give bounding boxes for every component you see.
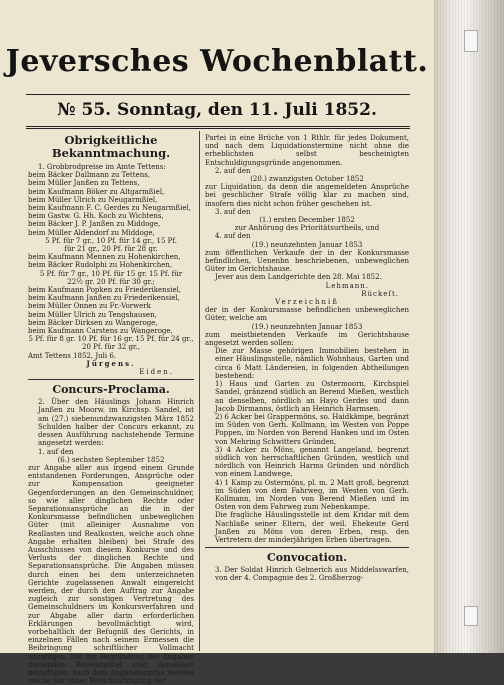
issue-dateline: № 55. Sonntag, den 11. Juli 1852.: [57, 100, 377, 120]
price-list-line: beim Müller Ulrich zu Neugarmßiel,: [28, 195, 158, 204]
dateline-rule-top: [26, 126, 410, 127]
price-list-line: 5 Pf. für 8 gr. 10 Pf. für 16 gr. 15 Pf. für 24 gr.,: [28, 335, 194, 344]
concurs-body: zur Angabe aller aus irgend einem Grunde entstandenen Forderungen, Ansprüche oder zur Kompensation geeigneter Gegenforderungen an den Gemeinschuldner, so wie aller dinglichen Rechte oder Separationsansprüche an die in der Konkursmasse befindlichen unbeweglichen Güter (mit alleiniger Ausnahme von Reallasten und Realkosten, welche auch ohne Angabe erhalten bleiben) bei Strafe des Ausschlusses von diesem Konkurse und des Verlusts der dinglichen Rechte und Separationsansprüche. Die Angaben müssen durch einen bei dem unterzeichneten Gerichte zugelassenen Anwalt eingereicht werden, der durch den Auftrag zur Angabe zugleich zur sonstigen Vertretung des Gemeinschuldners im Konkursverfahren und zur Abgabe aller darin erforderlichen Erklärungen bevollmächtigt wird, vorbehaltlich der Befugniß des Gerichts, in einzelnen Fällen nach seinem Ermessen die Beibringung schriftlicher Vollmacht anzufügen. Die zur Begründung der Angaben dienenden Beweismittel sind denselben beizufügen; nach dem Angabetermine werden solche nur unter Berücksichtigung der: [28, 463, 194, 685]
price-list-line: für 21 gr., 20 Pf. für 28 gr.: [64, 245, 158, 254]
page-edge-texture: [434, 0, 504, 653]
right-para-2: zur Liquidation, da denn die angemeldeten Ansprüche bei geschlicher Strafe völlig klar zu machen sind, insofern dies nicht schon früher geschehen ist.: [205, 183, 409, 208]
dateline-rule-bottom: [26, 128, 410, 129]
right-date-4: (19.) neunzehnten Januar 1853: [251, 240, 363, 249]
verzeichniss-date: (19.) neunzehnten Januar 1853: [251, 322, 363, 331]
price-list-line: beim Bäcker Dirksen zu Wangeroge,: [28, 318, 158, 327]
masthead-rule: [26, 94, 410, 95]
right-para-3: zum öffentlichen Verkaufe der in der Konkursmasse befindlichen, Uenenbn beschriebenen, unbeweglichen Güter im Gerichtshause.: [205, 248, 409, 274]
heading-concurs-proclama: Concurs-Proclama.: [52, 383, 170, 397]
price-list-line: beim Kaufmann Mennen zu Hohenkirchen,: [28, 253, 181, 262]
price-list-line: Jürgens.: [86, 358, 136, 368]
verzeichniss-para: zum meistbietenden Verkaufe im Gerichtshause angesetzt werden sollen:: [205, 330, 409, 348]
heading-convocation: Convocation.: [266, 551, 348, 565]
page-stack-edge: [434, 0, 504, 653]
column-divider: [199, 131, 200, 651]
price-list-line: beim Kaufmann Carstens zu Wangeroge,: [28, 327, 173, 336]
right-item-4: 4. auf den: [215, 232, 251, 241]
price-list-line: beim Kaufmann F. C. Gerdes zu Neugarmßiel,: [28, 204, 191, 213]
price-list-line: beim Kaufmann Janßen zu Friederikensiel,: [28, 294, 180, 303]
price-list-line: beim Bäcker J. P. Janßen zu Middoge,: [28, 220, 161, 229]
right-date-2: (20.) zwanzigsten October 1852: [250, 175, 364, 184]
price-list-line: beim Müller Aldendorf zu Middoge,: [28, 228, 155, 237]
verzeichniss-title: Verzeichniß: [275, 298, 339, 307]
right-date-3: (1.) ersten December 1852: [259, 216, 355, 225]
right-item-3c: zur Anhörung des Prioritätsurtheils, und: [234, 224, 380, 233]
bookmark-tab-top: [464, 30, 478, 52]
concurs-item-1: 1. auf den: [38, 447, 74, 456]
price-list-line: 5 Pf. für 7 gr., 10 Pf. für 14 gr., 15 Pf.: [45, 236, 177, 245]
price-list-line: 5 Pf. für 7 gr., 10 Pf. für 15 gr. 15 Pf. für: [39, 269, 183, 278]
concurs-intro: 2. Über den Häuslings Johann Hinrich Janßen zu Moorw. im Kirchsp. Sandel, ist am (27.) siebenundzwanzigsten März 1852 Schulden halber der Concurs erkannt, zu dessen Ausführung nachstehende Termine angesetzt werden:: [38, 398, 194, 448]
immobilien-item-4: 4) 1 Kamp zu Ostermöns, pl. m. 2 Matt groß, begrenzt im Süden von dem Fahrweg, im Westen von Gerh. Kollmann, im Norden von Berend Mießen und im Osten von dem Fahrweg zum Nebenkampe.: [215, 478, 409, 512]
right-date-line: Jever aus dem Landgerichte den 28. Mai 1852.: [215, 273, 382, 282]
bookmark-tab-bottom: [464, 606, 478, 626]
rueckest: Rückeſt.: [361, 289, 399, 298]
right-column: [205, 134, 409, 583]
right-para-1: Partei in eine Brüche von 1 Rthlr. für jedes Dokument, und nach dem Liquidationstermine nicht ohne die erheblichsten selbst bescheinigten Entschuldigungsgründe angenommen.: [205, 134, 409, 167]
price-list-line: beim Gastw. G. Hh. Koch zu Wichtens,: [28, 212, 164, 221]
price-list-line: beim Bäcker Rudolphi zu Hohenkirchen,: [28, 261, 173, 270]
immobilien-item-3: 3) 4 Acker zu Möns, genannt Langeland, begrenzt südlich von herrschaftlichen Gründen, westlich und nördlich von Heinrich Harms Gründen und nördlich von einem Landwege,: [215, 445, 409, 479]
bread-price-list: [28, 163, 194, 368]
section-rule-right: [205, 547, 409, 548]
masthead: Jeversches Wochenblatt.: [5, 44, 429, 79]
price-list-line: beim Bäcker Dallmann zu Tettens,: [28, 171, 151, 180]
price-list-line: 1. Grobbrodpreise im Amte Tettens:: [38, 163, 166, 171]
heading-official-notice: Obrigkeitliche Bekanntmachung.: [51, 133, 171, 160]
signature-lehmann: Lehmann.: [325, 281, 369, 290]
price-list-line: beim Müller Janßen zu Tettens,: [28, 179, 140, 188]
left-column: [28, 134, 194, 685]
verzeichniss-intro: der in der Konkursmasse befindlichen unbeweglichen Güter, welche am: [205, 306, 409, 323]
price-list-line: 22½ gr. 20 Pf. für 30 gr.;: [67, 277, 155, 286]
price-list-line: beim Müller Onnen zu Fr.-Vorwerk: [28, 302, 151, 311]
section-rule: [28, 379, 194, 380]
immobilien-item-2: 2) 6 Acker bei Grappermöns, so. Haidkämpe, begrânzt im Süden von Gerh. Kollmann, im Westen von Poppe Poppen, im Norden von Berend Hanken und im Osten von Mehring Schwitters Gründen,: [215, 412, 409, 446]
concurs-date-1: (6.) sechsten September 1852: [57, 455, 165, 464]
right-item-2: 2. auf den: [215, 166, 251, 175]
price-list-line: beim Müller Ulrich zu Tengshausen,: [28, 310, 157, 319]
price-list-line: beim Kaufmann Böker zu Altgarmßiel,: [28, 187, 165, 196]
haeuslingsstelle-para: Die fragliche Häuslingsstelle ist dem Kridar mit dem Nachlaße seiner Eltern, der weil. Ehekeute Gerd Janßen zu Möns von deren Erben, resp. den Vertretern der minderjährigen Erben übertragen.: [215, 511, 409, 544]
immobilien-item-1: 1) Haus und Garten zu Ostermoorn, Kirchspiel Sandel, grânzend südlich an Berend Mießen, westlich an denselben, nördlich an Hayo Gerdes und dann Jacob Dirmanns, östlich an Heinrich Harmsen.: [215, 380, 409, 413]
right-item-3: 3. auf den: [215, 207, 251, 216]
immobilien-para: Die zur Masse gehörigen Immobilien bestehen in einer Häuslingsstelle, nämlich Wohnhaus, Garten und circa 6 Matt Ländereien, in folgenden Abtheilungen bestehend:: [215, 347, 409, 380]
convocation-para: 3. Der Soldat Hinrich Gelmerich aus Middelsswarfen, von der 4. Compagnie des 2. Großherzog-: [215, 566, 409, 583]
price-list-line: Amt Tettens 1852, Juli 6.: [28, 351, 117, 360]
signature-eiden: Eiden.: [139, 368, 174, 377]
price-list-line: beim Kaufmann Popken zu Friederikensiel,: [28, 286, 182, 295]
price-list-line: 20 Pf. für 32 gr.,: [82, 343, 140, 352]
